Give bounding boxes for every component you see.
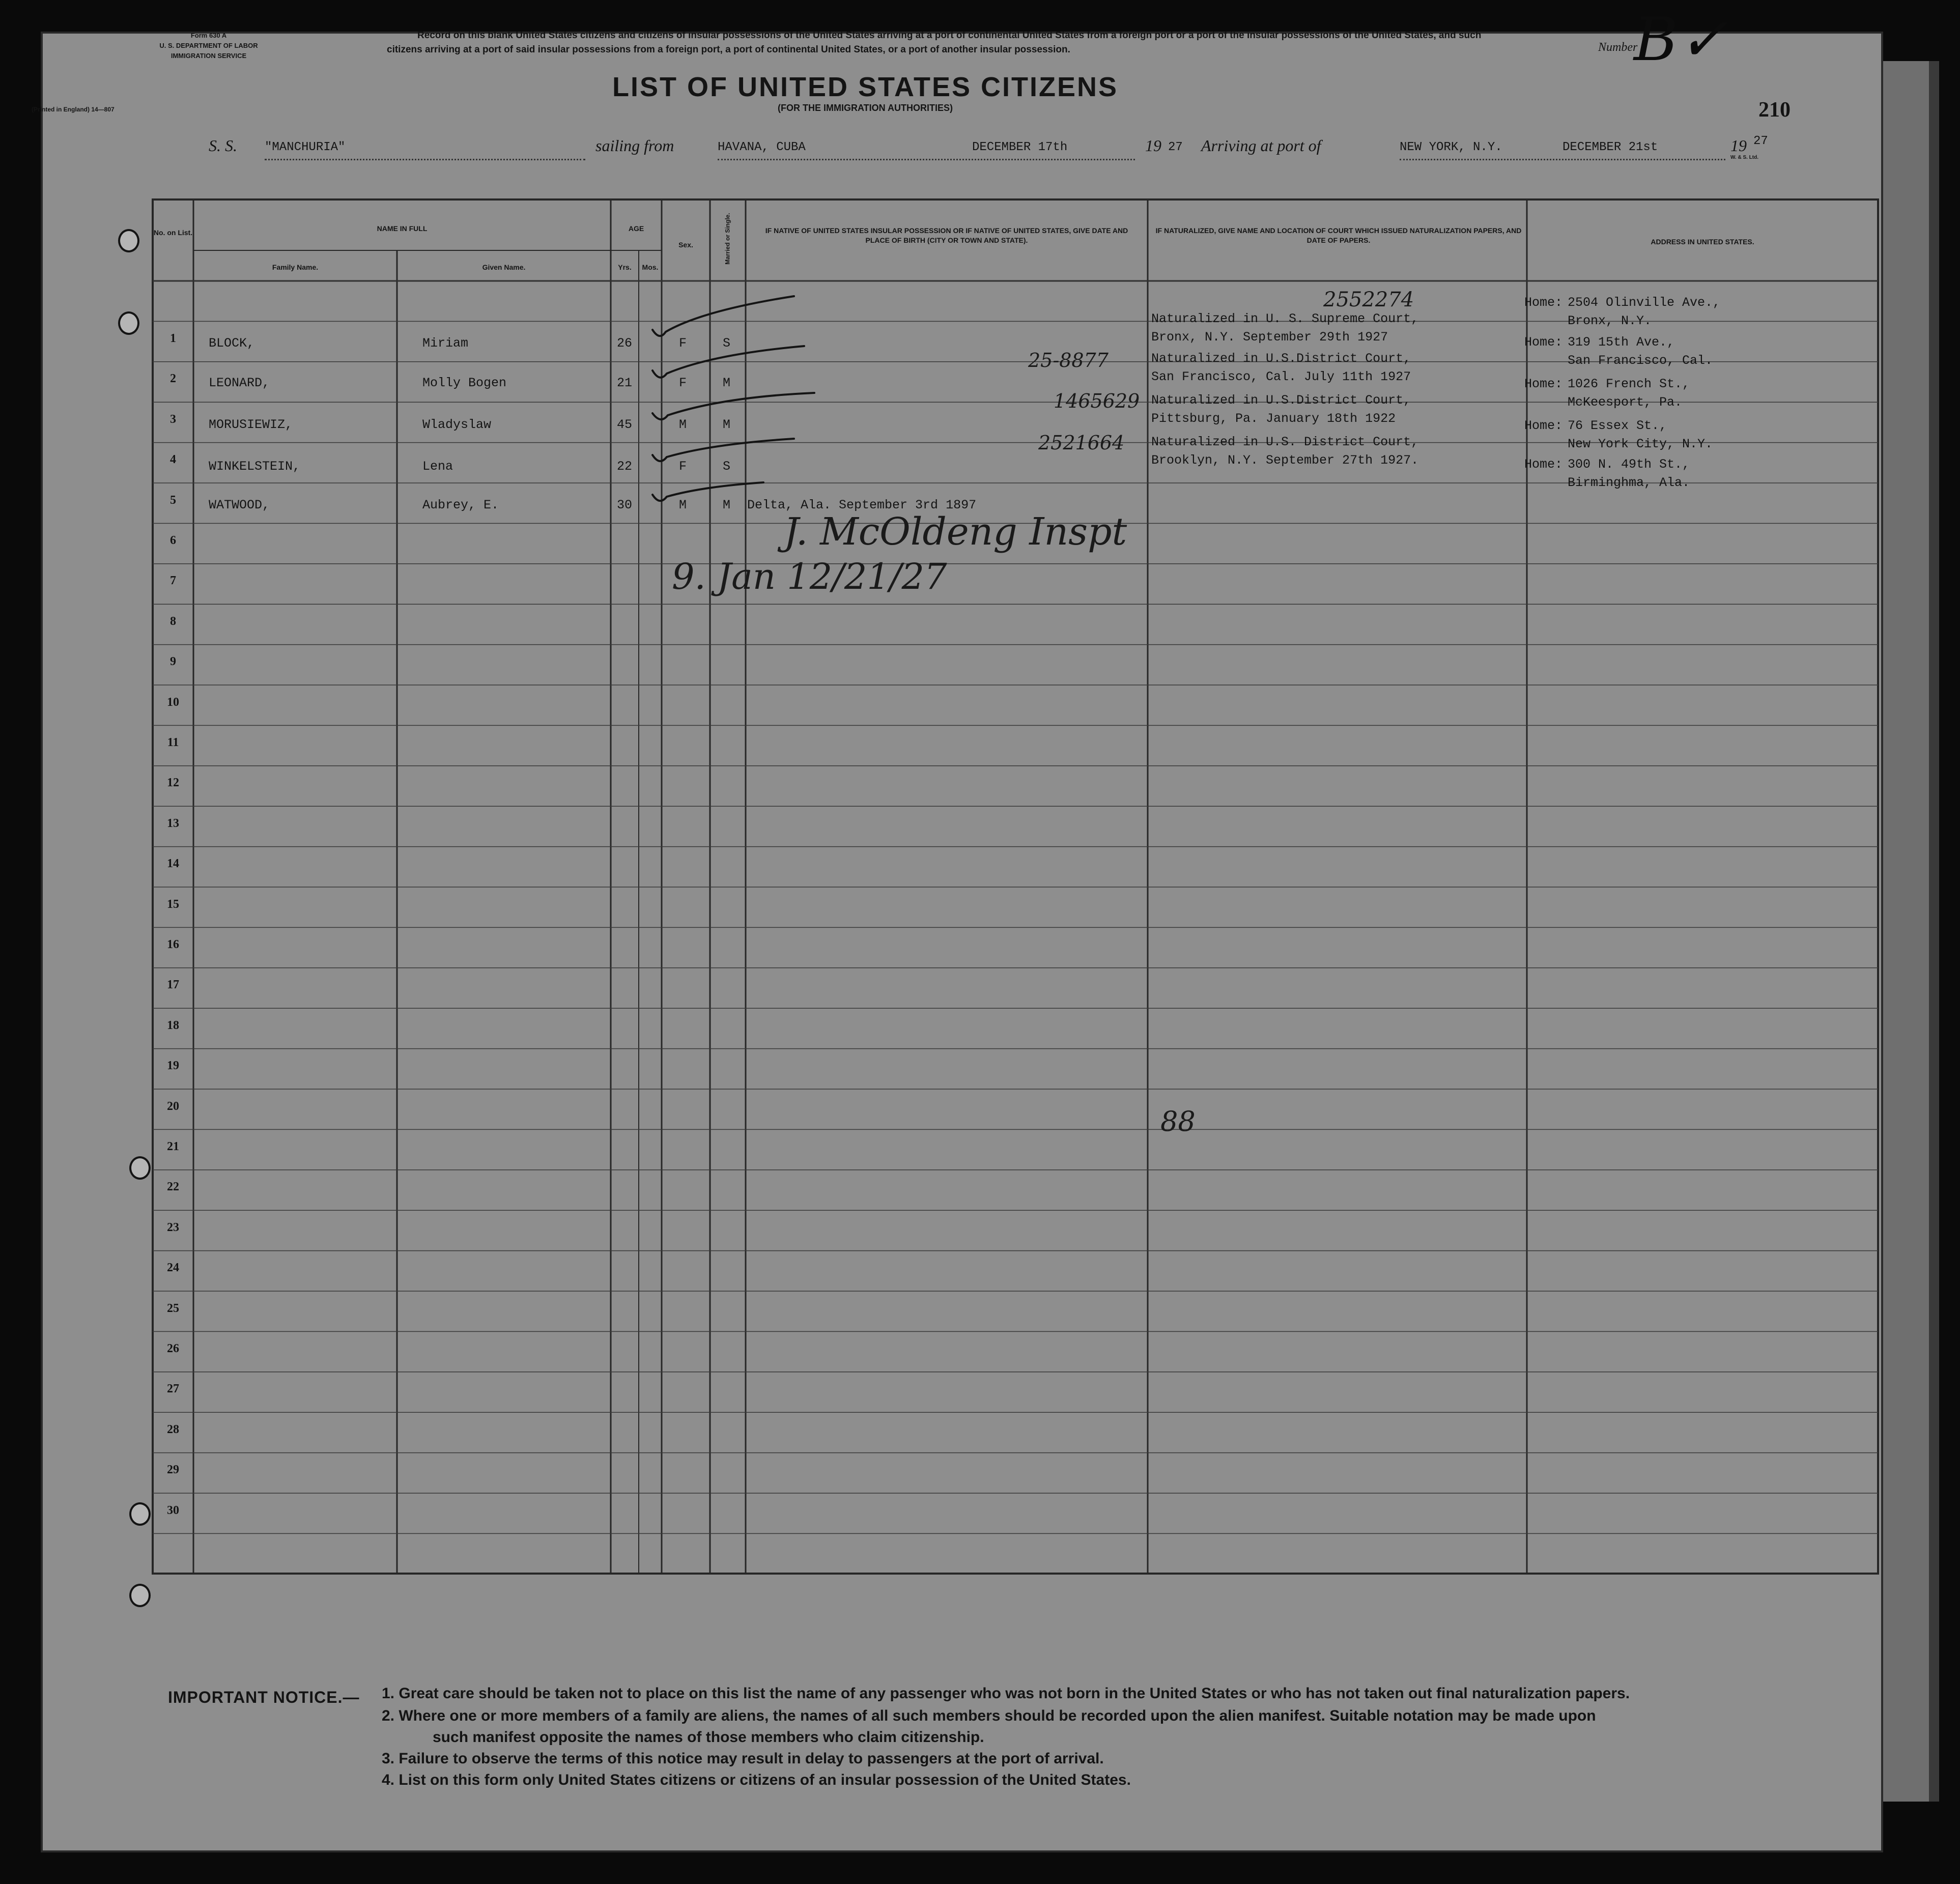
passenger-sex: M (679, 498, 687, 512)
row-number: 25 (167, 1301, 179, 1315)
passenger-address-street: 2504 Olinville Ave., (1568, 295, 1721, 310)
handwritten-list-number: B✓ (1634, 4, 1728, 74)
notice-lead: IMPORTANT NOTICE.— (168, 1688, 360, 1706)
passenger-address-city: San Francisco, Cal. (1568, 353, 1713, 368)
passenger-marital-status: S (723, 459, 731, 474)
ship-name: "MANCHURIA" (265, 140, 346, 154)
col-header-sex: Sex. (678, 241, 693, 249)
row-number: 11 (167, 736, 179, 749)
passenger-address-city: New York City, N.Y. (1568, 437, 1713, 451)
arrival-year-prefix: 19 (1730, 136, 1747, 155)
row-number: 16 (167, 938, 179, 951)
form-identification (112, 31, 305, 61)
passenger-naturalization-court: Naturalized in U. S. Supreme Court, (1151, 311, 1419, 326)
row-number: 14 (167, 857, 179, 871)
departure-year-prefix: 19 (1145, 136, 1161, 155)
passenger-sex: M (679, 417, 687, 432)
ss-label: S. S. (209, 136, 237, 155)
page-subtitle: (FOR THE IMMIGRATION AUTHORITIES) (778, 103, 953, 113)
binder-hole (129, 1156, 151, 1180)
row-number: 18 (167, 1018, 179, 1032)
row-number: 9 (170, 655, 176, 669)
page-title: LIST OF UNITED STATES CITIZENS (612, 72, 1118, 102)
notice-item-3: 3. Failure to observe the terms of this notice may result in delay to passengers at the port of arrival. (382, 1750, 1104, 1767)
col-header-address: ADDRESS IN UNITED STATES. (1651, 238, 1754, 246)
passenger-naturalization-location-date: San Francisco, Cal. July 11th 1927 (1151, 369, 1411, 384)
row-number: 13 (167, 816, 179, 830)
passenger-age-years: 30 (617, 498, 633, 512)
row-number: 5 (170, 493, 176, 507)
arriving-label: Arriving at port of (1201, 136, 1321, 155)
row-number: 30 (167, 1503, 179, 1517)
department-name: U. S. DEPARTMENT OF LABOR (159, 42, 258, 49)
handwritten-date-note: 9. Jan 12/21/27 (672, 556, 947, 597)
row-number: 8 (170, 614, 176, 628)
voyage-line (168, 134, 1797, 161)
handwritten-cert-number-4: 2521664 (1038, 432, 1125, 454)
passenger-marital-status: M (723, 417, 731, 432)
handwritten-cert-number-1: 2552274 (1323, 288, 1414, 311)
form-number: Form 630 A (190, 32, 227, 39)
binder-hole (129, 1502, 151, 1526)
printed-in-note: (Printed in England) 14—807 (32, 106, 115, 113)
passenger-sex: F (679, 336, 687, 351)
departure-date: DECEMBER 17th (972, 140, 1068, 154)
col-header-family-name: Family Name. (272, 263, 319, 271)
passenger-given-name: Aubrey, E. (422, 498, 499, 512)
passenger-marital-status: M (723, 376, 731, 390)
row-number: 22 (167, 1180, 179, 1194)
page-number: 210 (1758, 98, 1791, 122)
passenger-naturalization-location-date: Pittsburg, Pa. January 18th 1922 (1151, 411, 1396, 426)
passenger-age-years: 21 (617, 376, 633, 390)
row-number: 12 (167, 776, 179, 790)
col-header-naturalized: IF NATURALIZED, GIVE NAME AND LOCATION OF COURT WHICH ISSUED NATURALIZATION PAPERS, AND DATE OF PAPERS. (1155, 226, 1522, 244)
col-header-no: No. on List. (153, 229, 193, 237)
col-header-birth: IF NATIVE OF UNITED STATES INSULAR POSSESSION OR IF NATIVE OF UNITED STATES, GIVE DATE AND PLACE OF BIRTH (CITY OR TOWN AND STATE). (765, 226, 1128, 244)
passenger-address-street: 1026 French St., (1568, 377, 1690, 391)
row-number: 28 (167, 1422, 179, 1436)
number-label: Number (1598, 41, 1638, 54)
col-header-yrs: Yrs. (618, 263, 632, 271)
row-number: 15 (167, 897, 179, 911)
col-header-married-single: Married or Single. (724, 213, 731, 265)
row-number: 27 (167, 1382, 179, 1396)
passenger-address-street: 319 15th Ave., (1568, 335, 1675, 350)
row-number: 24 (167, 1261, 179, 1275)
row-number: 29 (167, 1463, 179, 1477)
page-edge-shadow (1929, 61, 1939, 1802)
passenger-naturalization-location-date: Brooklyn, N.Y. September 27th 1927. (1151, 453, 1419, 468)
service-name: IMMIGRATION SERVICE (171, 52, 247, 60)
row-number: 3 (170, 412, 176, 426)
passenger-naturalization-court: Naturalized in U.S.District Court, (1151, 351, 1411, 366)
passenger-home-label: Home: (1524, 377, 1563, 391)
row-number: 6 (170, 534, 176, 547)
passenger-naturalization-court: Naturalized in U.S. District Court, (1151, 435, 1419, 449)
arrival-year: 27 (1753, 134, 1768, 148)
row-number: 1 (170, 332, 176, 345)
arrival-port: NEW YORK, N.Y. (1400, 140, 1502, 154)
col-header-mos: Mos. (642, 263, 659, 271)
col-header-name-in-full: NAME IN FULL (377, 224, 428, 233)
row-number: 10 (167, 695, 179, 709)
passenger-home-label: Home: (1524, 335, 1563, 350)
row-number: 7 (170, 574, 176, 588)
passenger-age-years: 22 (617, 459, 633, 474)
sailing-from-label: sailing from (595, 136, 674, 155)
passenger-marital-status: S (723, 336, 731, 351)
passenger-address-street: 76 Essex St., (1568, 418, 1667, 433)
notice-item-2-continued: such manifest opposite the names of those members who claim citizenship. (433, 1729, 984, 1746)
col-header-age: AGE (628, 224, 644, 233)
passenger-home-label: Home: (1524, 457, 1563, 472)
row-number: 4 (170, 453, 176, 467)
passenger-given-name: Lena (422, 459, 453, 474)
passenger-address-city: McKeesport, Pa. (1568, 395, 1683, 410)
form-instructions: Record on this blank United States citizens and citizens of insular possessions of the United States arriving at a port of continental United States from a foreign port or a port of the insular possessions of the United States, and such citizens arriving at a port of said insular possessions from a foreign port, a port of continental United States, or a port of another insular possession. (387, 30, 1482, 55)
printer-mark: W. & S. Ltd. (1730, 155, 1758, 160)
passenger-age-years: 26 (617, 336, 633, 351)
notice-item-4: 4. List on this form only United States citizens or citizens of an insular possession of the United States. (382, 1772, 1131, 1788)
row-number: 2 (170, 372, 176, 386)
row-number: 17 (167, 978, 179, 992)
departure-port: HAVANA, CUBA (718, 140, 806, 154)
passenger-home-label: Home: (1524, 418, 1563, 433)
passenger-sex: F (679, 376, 687, 390)
passenger-given-name: Molly Bogen (422, 376, 507, 390)
binder-hole (118, 229, 139, 252)
passenger-naturalization-court: Naturalized in U.S.District Court, (1151, 393, 1411, 408)
passenger-address-city: Bronx, N.Y. (1568, 313, 1652, 328)
passenger-age-years: 45 (617, 417, 633, 432)
row-number: 26 (167, 1342, 179, 1355)
row-number: 19 (167, 1059, 179, 1073)
handwritten-cert-number-2: 25-8877 (1028, 349, 1109, 372)
passenger-family-name: WATWOOD, (209, 498, 270, 512)
passenger-address-city: Birminghma, Ala. (1568, 475, 1690, 490)
passenger-home-label: Home: (1524, 295, 1563, 310)
passenger-family-name: MORUSIEWIZ, (209, 417, 293, 432)
inspector-signature: J. McOldeng Inspt (784, 510, 1127, 554)
row-number: 21 (167, 1140, 179, 1153)
row-number: 23 (167, 1220, 179, 1234)
passenger-given-name: Miriam (422, 336, 469, 351)
passenger-family-name: WINKELSTEIN, (209, 459, 301, 474)
handwritten-page-mark: 88 (1160, 1105, 1196, 1137)
page-edge (1883, 61, 1929, 1802)
passenger-given-name: Wladyslaw (422, 417, 492, 432)
row-number: 20 (167, 1099, 179, 1113)
arrival-date: DECEMBER 21st (1563, 140, 1658, 154)
col-header-given-name: Given Name. (482, 263, 526, 271)
passenger-birth-place-date: Delta, Ala. September 3rd 1897 (747, 498, 977, 512)
passenger-naturalization-location-date: Bronx, N.Y. September 29th 1927 (1151, 330, 1388, 345)
notice-item-2: 2. Where one or more members of a family are aliens, the names of all such members should be recorded upon the alien manifest. Suitable notation may be made upon (382, 1707, 1596, 1724)
binder-hole (129, 1584, 151, 1607)
departure-year: 27 (1168, 140, 1183, 154)
passenger-marital-status: M (723, 498, 731, 512)
binder-hole (118, 311, 139, 335)
passenger-address-street: 300 N. 49th St., (1568, 457, 1690, 472)
notice-item-1: 1. Great care should be taken not to place on this list the name of any passenger who was not born in the United States or who has not taken out final naturalization papers. (382, 1685, 1630, 1702)
handwritten-cert-number-3: 1465629 (1054, 390, 1140, 412)
passenger-family-name: LEONARD, (209, 376, 270, 390)
passenger-family-name: BLOCK, (209, 336, 255, 351)
passenger-sex: F (679, 459, 687, 474)
